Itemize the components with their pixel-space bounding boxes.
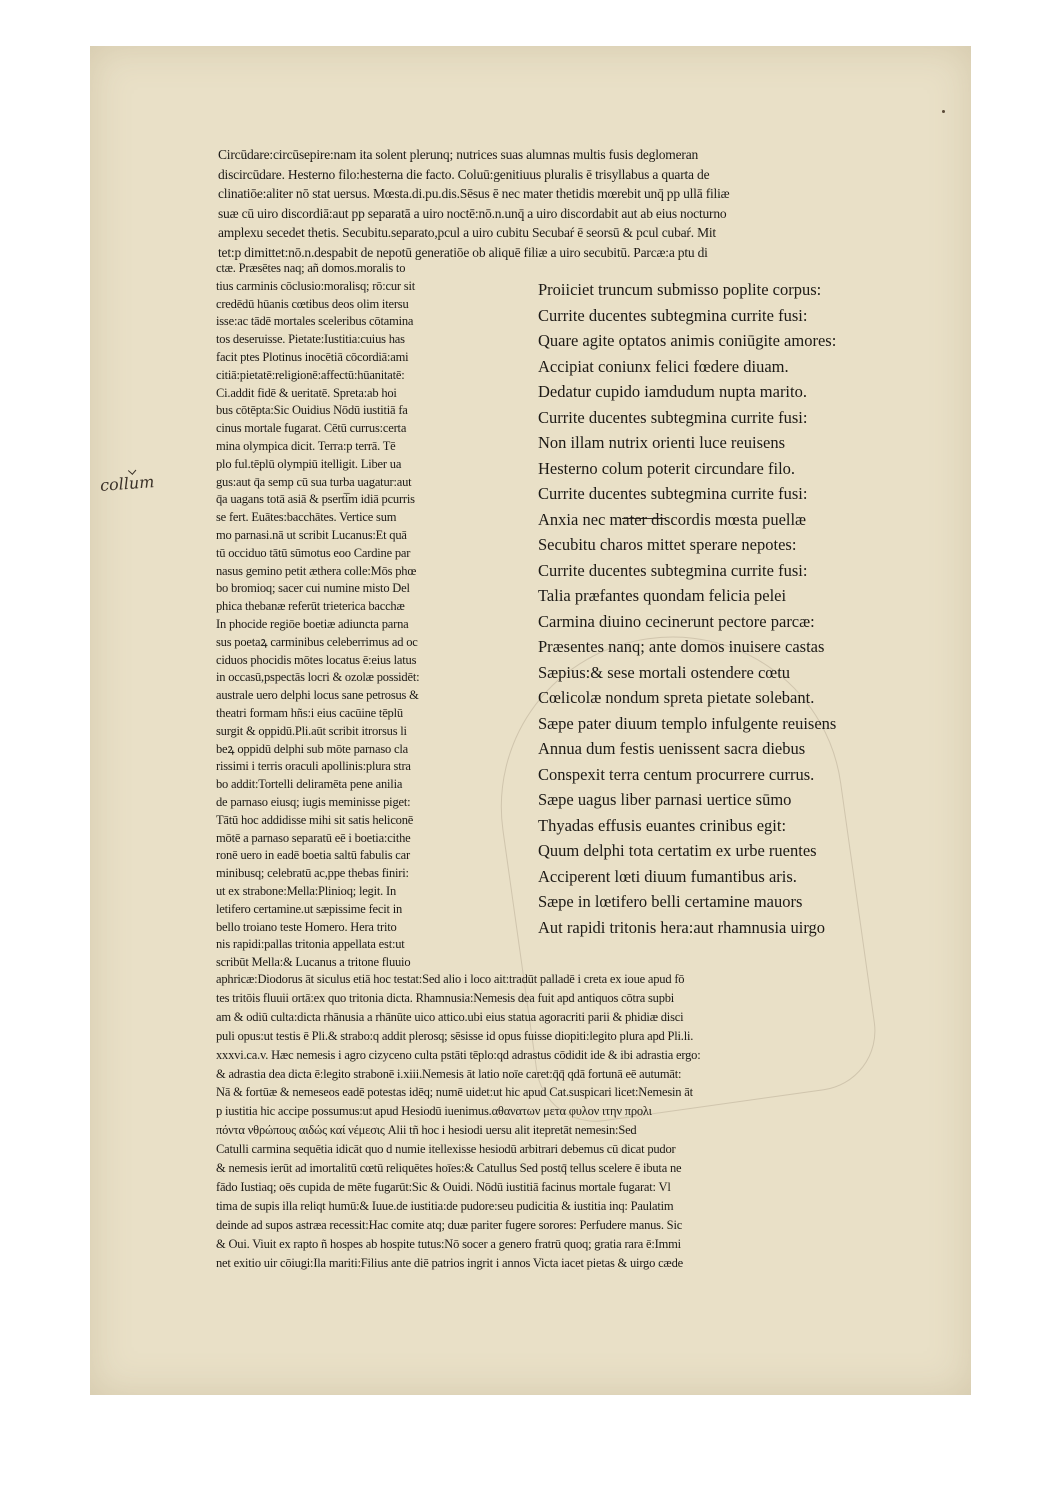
commentary-line: clinatiōe:aliter nō stat uersus. Mœsta.di.pu.dis.Sēsus ē nec mater thetidis mœrebit unq̄ pp ullā filiæ bbox=[218, 186, 730, 202]
verse-line: Dedatur cupido iamdudum nupta marito. bbox=[538, 382, 807, 401]
verse-line: Currite ducentes subtegmina currite fusi: bbox=[538, 407, 808, 427]
commentary-line: isse:ac tādē mortales sceleribus cōtamina bbox=[216, 314, 414, 329]
verse-line: Currite ducentes subtegmina currite fusi: bbox=[538, 305, 808, 325]
verse-line: Currite ducentes subtegmina currite fusi: bbox=[538, 560, 808, 580]
commentary-line: rissimi i terris oraculi apollinis:plura stra bbox=[216, 759, 411, 774]
commentary-line: am & odiū culta:dicta rhānusia a rhānūte uico attico.ubi eius statua agoracriti parii & phidiæ disci bbox=[216, 1009, 684, 1024]
verse-line: Conspexit terra centum procurrere currus. bbox=[538, 764, 815, 784]
commentary-line: tius carminis cōclusio:moralisq; rō:cur sit bbox=[216, 278, 416, 293]
verse-line: Non illam nutrix orienti luce reuisens bbox=[538, 433, 785, 452]
commentary-line: de parnaso eiusq; iugis meminisse piget: bbox=[216, 795, 411, 809]
verse-line: Annua dum festis uenissent sacra diebus bbox=[538, 739, 806, 758]
commentary-line: tima de supis illa reliqt humū:& Iuue.de iustitia:de pudore:seu pudicitia & iustitia inq: Paulatim bbox=[216, 1198, 674, 1213]
commentary-line: xxxvi.ca.v. Hæc nemesis i agro cizyceno culta pstāti tēplo:qd adrastus cōdidit ide & ibi adrastia ergo: bbox=[216, 1047, 701, 1062]
commentary-line: minibusq; celebratū ac,ppe thebas finiri: bbox=[216, 866, 409, 881]
commentary-line: Catulli carmina sequētia idicāt quo d numie itellexisse hesiodū arbitrari debemus cū dicat pudor bbox=[216, 1142, 676, 1157]
commentary-line: ciduos phocidis mōtes locatus ē:eius latus bbox=[216, 652, 417, 667]
commentary-line: q̄a uagans totā asiā & pserti̅m idiā pcurris bbox=[216, 492, 415, 507]
verse-line: Carmina diuino cecinerunt pectore parcæ: bbox=[538, 611, 815, 631]
commentary-line: Tātū hoc addidisse mihi sit satis heliconē bbox=[216, 812, 414, 827]
commentary-line: ctæ. Præsētes naq; añ domos.moralis to bbox=[216, 261, 406, 275]
commentary-line: tos deseruisse. Pietate:Iustitia:cuius has bbox=[216, 332, 405, 347]
verse-line: Sæpe in lœtifero belli certamine mauors bbox=[538, 892, 803, 911]
commentary-line: mina olympica dicit. Terra:p terrā. Tē bbox=[216, 439, 396, 453]
ink-spot bbox=[942, 110, 945, 113]
commentary-line: bus cōtēpta:Sic Ouidius Nōdū iustitiā fa bbox=[216, 403, 408, 418]
commentary-line: bello troiano teste Homero. Hera trito bbox=[216, 919, 397, 934]
commentary-line: Ci.addit fidē & ueritatē. Spreta:ab hoi bbox=[216, 385, 397, 400]
verse-line: Accipiat coniunx felici fœdere diuam. bbox=[538, 356, 789, 376]
margin-annotation: collum bbox=[99, 472, 155, 495]
commentary-line: & nemesis ierūt ad imortalitū cœtū reliquētes hoīes:& Catullus Sed postq̄ tellus scelere ē ibuta ne bbox=[216, 1161, 682, 1175]
commentary-line: surgit & oppidū.Pli.aūt scribit itrorsus li bbox=[216, 723, 407, 738]
commentary-line: puli opus:ut testis ē Pli.& strabo:q addit plerosq; sēsisse id opus fuisse diopiti:legito plura apd Pli.li. bbox=[216, 1028, 694, 1043]
commentary-line: phica thebanæ referūt trieterica bacchæ bbox=[216, 599, 405, 614]
commentary-line: ronē uero in eadē boetia saltū fabulis car bbox=[216, 848, 410, 863]
commentary-line: se fert. Euātes:bacchātes. Vertice sum bbox=[216, 510, 397, 525]
commentary-line: discircūdare. Hesterno filo:hesterna die facto. Coluū:genitiuus pluralis ē trisyllabus a quarta de bbox=[218, 166, 710, 182]
commentary-line: tū occiduo tātū sūmotus eoo Cardine par bbox=[216, 545, 411, 560]
commentary-line: In phocide regiōe boetiæ adiuncta parna bbox=[216, 617, 409, 631]
verse-line: Secubitu charos mittet sperare nepotes: bbox=[538, 535, 797, 554]
commentary-line: in occasū,pspectās locri & ozolæ possidēt: bbox=[216, 670, 420, 685]
commentary-line: credēdū hūanis cœtibus deos olim itersu bbox=[216, 296, 409, 311]
commentary-line: aphricæ:Diodorus āt siculus etiā hoc testat:Sed alio i loco ait:tradūt palladē i creta ex ioue apud fō bbox=[216, 972, 685, 986]
commentary-line: suæ cū uiro discordiā:aut pp separatā a uiro noctē:nō.n.unq̄ a uiro discordabit aut ab eius nocturno bbox=[218, 205, 727, 221]
verse-line: Cœlicolæ nondum spreta pietate solebant. bbox=[538, 688, 815, 707]
verse-line: Quum delphi tota certatim ex urbe ruentes bbox=[538, 841, 817, 860]
commentary-line: scribūt Mella:& Lucanus a tritone fluuio bbox=[216, 955, 411, 970]
commentary-line: πόντα νθρώπους αιδώς καί νέμεσις Alii tñ hoc i hesiodi uersu alit itepretāt nemesin:Sed bbox=[216, 1123, 637, 1138]
verse-line: Sæpius:& sese mortali ostendere cœtu bbox=[538, 662, 791, 682]
commentary-line: & Oui. Viuit ex rapto ñ hospes ab hospite tutus:Nō socer a genero fratrū quoq; gratia rara ē:Immi bbox=[216, 1236, 681, 1251]
verse-line: Aut rapidi tritonis hera:aut rhamnusia uirgo bbox=[538, 917, 826, 937]
commentary-line: gus:aut q̄a semp cū sua turba uagatur:aut bbox=[216, 474, 412, 489]
commentary-line: nasus gemino petit æthera colle:Mōs phœ bbox=[216, 563, 417, 578]
verse-line: Acciperent lœti diuum fumantibus aris. bbox=[538, 866, 797, 886]
commentary-line: citiā:pietatē:religionē:affectū:hūanitatē: bbox=[216, 367, 405, 382]
verse-line: Proiiciet truncum submisso poplite corpus: bbox=[538, 280, 822, 299]
commentary-line: theatri formam hñs:i eius cacūine tēplū bbox=[216, 706, 403, 720]
commentary-line: beꝝ oppidū delphi sub mōte parnaso cla bbox=[216, 741, 408, 756]
commentary-line: australe uero delphi locus sane petrosus & bbox=[216, 688, 419, 703]
commentary-line: cinus mortale fugarat. Cētū currus:certa bbox=[216, 421, 407, 436]
commentary-line: ut ex strabone:Mella:Plinioq; legit. In bbox=[216, 884, 397, 898]
commentary-line: plo ful.tēplū olympiū itelligit. Liber ua bbox=[216, 456, 402, 471]
verse-line: Currite ducentes subtegmina currite fusi: bbox=[538, 484, 808, 503]
commentary-line: fādo Iustiaq; oēs cupida de mēte fugarūt:Sic & Ouidi. Nōdū iustitiā facinus mortale fugarat: Vl bbox=[216, 1179, 671, 1194]
verse-line: Anxia nec mater discordis mœsta puellæ bbox=[538, 509, 807, 529]
commentary-line: p iustitia hic accipe possumus:ut apud Hesiodū iuenimus.αθανατων μετα φυλον ιτην προλι bbox=[216, 1104, 652, 1119]
commentary-line: facit ptes Plotinus inocētiā cōcordiā:ami bbox=[216, 350, 409, 364]
commentary-line: mo parnasi.nā ut scribit Lucanus:Et quā bbox=[216, 528, 407, 542]
commentary-line: mōtē a parnaso separatū eē i boetia:cithe bbox=[216, 830, 411, 845]
commentary-line: Circūdare:circūsepire:nam ita solent plerunq; nutrices suas alumnas multis fusis deglomeran bbox=[218, 147, 699, 162]
verse-line: Hesterno colum poterit circundare filo. bbox=[538, 458, 796, 478]
commentary-line: Nā & fortūæ & nemeseos eadē potestas idēq; numē uidet:ut hic apud Cat.suspicari licet:Nemesin āt bbox=[216, 1085, 693, 1100]
commentary-line: & adrastia dea dicta ē:legito strabonē i.xiii.Nemesis āt latio noīe caret:q̄q̄ qdā fortunā eē autumāt: bbox=[216, 1066, 682, 1081]
verse-line: Thyadas effusis euantes crinibus egit: bbox=[538, 815, 787, 835]
commentary-line: tet:p dimittet:nō.n.despabit de nepotū generatiōe ob aliquē filiæ a uiro secubitū. Parcæ:a ptu di bbox=[218, 245, 708, 260]
verse-line: Talia præfantes quondam felicia pelei bbox=[538, 586, 787, 605]
verse-line: Sæpe uagus liber parnasi uertice sūmo bbox=[538, 790, 792, 809]
book-page bbox=[90, 46, 971, 1395]
verse-line: Quare agite optatos animis coniūgite amores: bbox=[538, 331, 837, 350]
commentary-line: amplexu secedet thetis. Secubitu.separato,pcul a uiro cubitu Secubaŕ ē seorsū & pcul cubaŕ. Mit bbox=[218, 225, 716, 241]
commentary-line: letifero certamine.ut sæpissime fecit in bbox=[216, 901, 403, 916]
commentary-line: deinde ad supos astræa recessit:Hac comite atq; duæ pariter fugere sorores: Perfudere manus. Sic bbox=[216, 1217, 683, 1232]
commentary-line: net exitio uir cōiugi:Ila mariti:Filius ante diē patrios ingrit i annos Victa iacet pietas & uirgo cæde bbox=[216, 1255, 683, 1270]
commentary-line: nis rapidi:pallas tritonia appellata est:ut bbox=[216, 937, 405, 952]
commentary-line: sus poetaꝝ carminibus celeberrimus ad oc bbox=[216, 634, 418, 649]
commentary-line: bo bromioq; sacer cui numine misto Del bbox=[216, 581, 410, 596]
commentary-line: bo addit:Tortelli deliramēta pene anilia bbox=[216, 777, 403, 792]
commentary-line: tes tritōis fluuii ortā:ex quo tritonia dicta. Rhamnusia:Nemesis dea fuit apd antiquos cōtra supbi bbox=[216, 990, 675, 1005]
verse-line: Præsentes nanq; ante domos inuisere castas bbox=[538, 637, 825, 656]
verse-line: Sæpe pater diuum templo infulgente reuisens bbox=[538, 713, 837, 733]
